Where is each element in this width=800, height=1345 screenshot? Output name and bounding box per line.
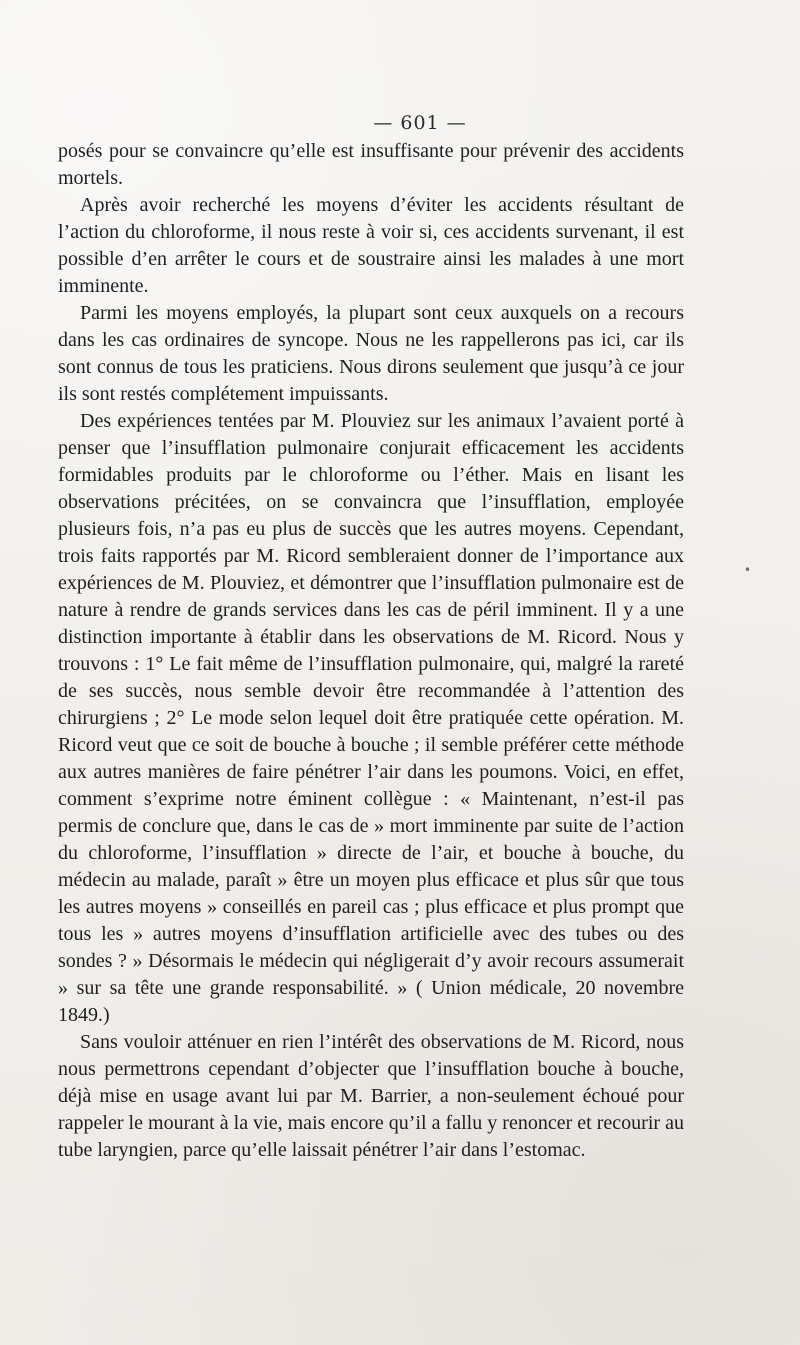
paragraph-5: Sans vouloir atténuer en rien l’intérêt des observations de M. Ricord, nous nous permettrons cependant d’objecter que l’insufflation bouche à bouche, déjà mise en usage avant lui par M. Barrier, a non-seulement échoué pour rappeler le mourant à la vie, mais encore qu’il a fallu y renoncer et recourir au tube laryngien, parce qu’elle laissait pénétrer l’air dans l’estomac. bbox=[58, 1031, 684, 1161]
body-text bbox=[58, 138, 684, 1164]
margin-speck: • bbox=[744, 563, 752, 577]
paragraph-2: Après avoir recherché les moyens d’éviter les accidents résultant de l’action du chloroforme, il nous reste à voir si, ces accidents survenant, il est possible d’en arrêter le cours et de soustraire ainsi les malades à une mort imminente. bbox=[58, 194, 684, 297]
paragraph-4: Des expériences tentées par M. Plouviez sur les animaux l’avaient porté à penser que l’insufflation pulmonaire conjurait efficacement les accidents formidables produits par le chloroforme ou l’éther. Mais en lisant les observations précitées, on se convaincra que l’insufflation, employée plusieurs fois, n’a pas eu plus de succès que les autres moyens. Cependant, trois faits rapportés par M. Ricord sembleraient donner de l’importance aux expériences de M. Plouviez, et démontrer que l’insufflation pulmonaire est de nature à rendre de grands services dans les cas de péril imminent. Il y a une distinction importante à établir dans les observations de M. Ricord. Nous y trouvons : 1° Le fait même de l’insufflation pulmonaire, qui, malgré la rareté de ses succès, nous semble devoir être recommandée à l’attention des chirurgiens ; 2° Le mode selon lequel doit être pratiquée cette opération. M. Ricord veut que ce soit de bouche à bouche ; il semble préférer cette méthode aux autres manières de faire pénétrer l’air dans les poumons. Voici, en effet, comment s’exprime notre éminent collègue : « Maintenant, n’est-il pas permis de conclure que, dans le cas de » mort imminente par suite de l’action du chloroforme, l’insufflation » directe de l’air, et bouche à bouche, du médecin au malade, paraît » être un moyen plus efficace et plus sûr que tous les autres moyens » conseillés en pareil cas ; plus efficace et plus prompt que tous les » autres moyens d’insufflation artificielle avec des tubes ou des sondes ? » Désormais le médecin qui négligerait d’y avoir recours assumerait » sur sa tête une grande responsabilité. » ( Union médicale, 20 novembre 1849.) bbox=[58, 410, 684, 1026]
page-number: — 601 — bbox=[373, 112, 467, 134]
paragraph-3: Parmi les moyens employés, la plupart sont ceux auxquels on a recours dans les cas ordinaires de syncope. Nous ne les rappellerons pas ici, car ils sont connus de tous les praticiens. Nous dirons seulement que jusqu’à ce jour ils sont restés complétement impuissants. bbox=[58, 302, 684, 405]
paragraph-1: posés pour se convaincre qu’elle est insuffisante pour prévenir des accidents mortels. bbox=[58, 140, 684, 189]
